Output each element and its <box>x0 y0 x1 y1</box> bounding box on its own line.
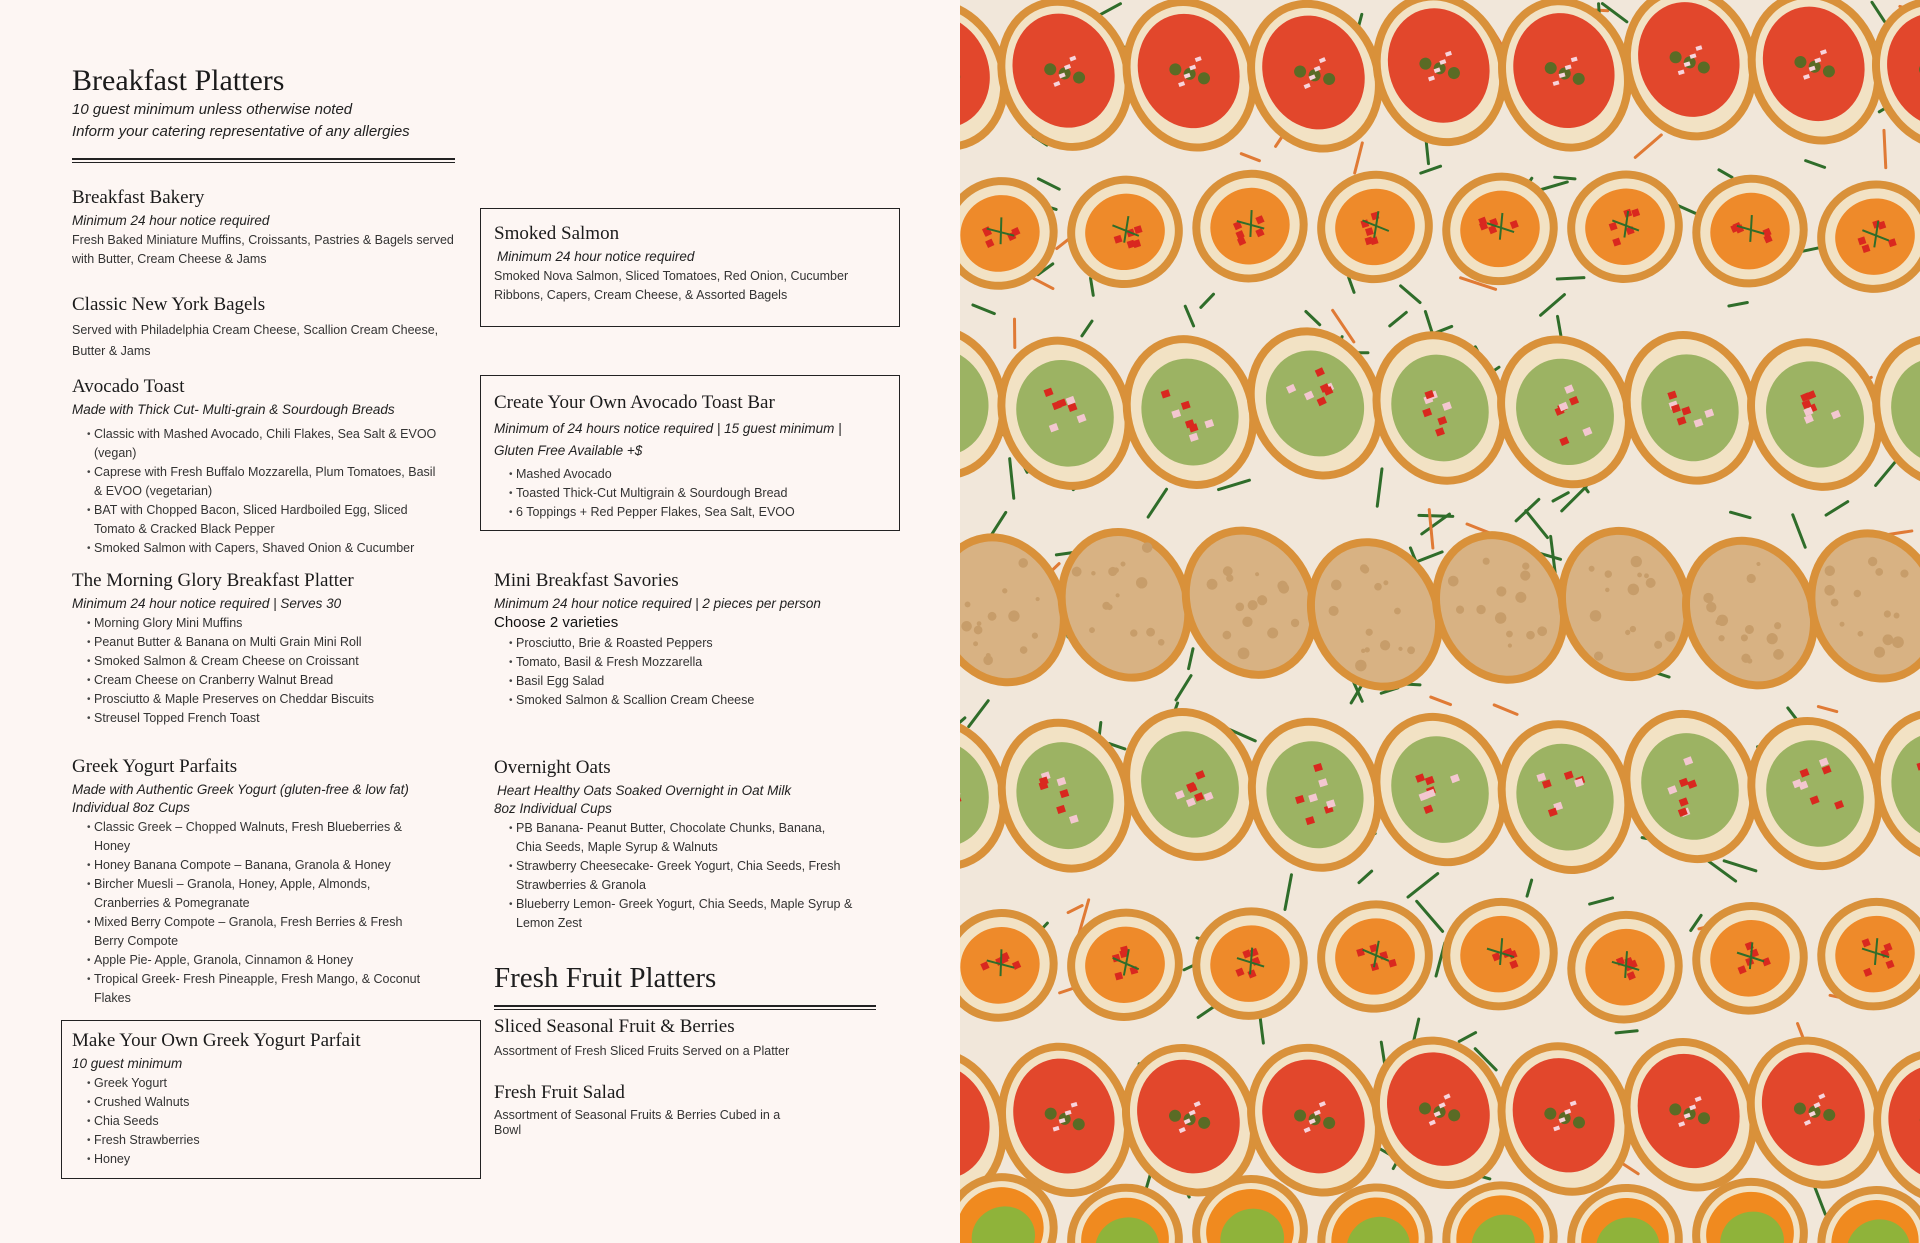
section-title: Smoked Salmon <box>494 223 620 244</box>
section-title: Overnight Oats <box>494 757 611 778</box>
item-list <box>72 425 442 558</box>
section-title: Mini Breakfast Savories <box>494 570 679 591</box>
section-note: Minimum 24 hour notice required | 2 pieces per person <box>494 596 821 611</box>
item-list <box>494 819 854 933</box>
list-item: • Prosciutto & Maple Preserves on Cheddar Biscuits <box>94 690 452 709</box>
list-item: • Caprese with Fresh Buffalo Mozzarella, Plum Tomatoes, Basil & EVOO (vegetarian) <box>94 463 442 501</box>
list-item: • Strawberry Cheesecake- Greek Yogurt, Chia Seeds, Fresh Strawberries & Granola <box>516 857 854 895</box>
list-item: • Apple Pie- Apple, Granola, Cinnamon & Honey <box>94 951 422 970</box>
food-photo <box>960 0 1920 1243</box>
section-note: Minimum 24 hour notice required | Serves 30 <box>72 596 342 611</box>
section-title: Create Your Own Avocado Toast Bar <box>494 392 775 413</box>
choose-note: Choose 2 varieties <box>494 614 619 631</box>
page-title: Breakfast Platters <box>72 64 285 97</box>
list-item: • PB Banana- Peanut Butter, Chocolate Chunks, Banana, Chia Seeds, Maple Syrup & Walnuts <box>516 819 854 857</box>
section-description: Smoked Nova Salmon, Sliced Tomatoes, Red Onion, Cucumber Ribbons, Capers, Cream Cheese, & Assorted Bagels <box>494 269 849 302</box>
section-subnote: 8oz Individual Cups <box>494 801 612 816</box>
list-item: • Classic Greek – Chopped Walnuts, Fresh Blueberries & Honey <box>94 818 422 856</box>
list-item: • Crushed Walnuts <box>94 1093 472 1112</box>
section-note: Made with Authentic Greek Yogurt (gluten-free & low fat) <box>72 782 409 797</box>
fruit-rule-thin <box>494 1009 876 1010</box>
section-fruit-salad <box>494 1082 804 1138</box>
list-item: • Mixed Berry Compote – Granola, Fresh Berries & Fresh Berry Compote <box>94 913 422 951</box>
section-title: The Morning Glory Breakfast Platter <box>72 570 354 591</box>
section-morning-glory <box>72 570 452 728</box>
section-note: 10 guest minimum <box>72 1056 183 1071</box>
list-item: • Toasted Thick-Cut Multigrain & Sourdough Bread <box>516 484 884 503</box>
list-item: • Classic with Mashed Avocado, Chili Flakes, Sea Salt & EVOO (vegan) <box>94 425 442 463</box>
section-title: Sliced Seasonal Fruit & Berries <box>494 1016 735 1037</box>
list-item: • Greek Yogurt <box>94 1074 472 1093</box>
crostini-platter-image <box>960 0 1920 1243</box>
section-mini-savories <box>494 570 894 710</box>
section-overnight-oats <box>494 757 854 933</box>
section-title: Make Your Own Greek Yogurt Parfait <box>72 1030 361 1051</box>
list-item: • Basil Egg Salad <box>516 672 894 691</box>
section-title: Breakfast Bakery <box>72 187 205 208</box>
section-note: Minimum 24 hour notice required <box>72 213 270 228</box>
section-title: Classic New York Bagels <box>72 294 266 315</box>
section-title: Greek Yogurt Parfaits <box>72 756 238 777</box>
list-item: • Chia Seeds <box>94 1112 472 1131</box>
section-note: Made with Thick Cut- Multi-grain & Sourdough Breads <box>72 402 395 417</box>
item-list <box>72 818 422 1008</box>
list-item: • Cream Cheese on Cranberry Walnut Bread <box>94 671 452 690</box>
section-description: Served with Philadelphia Cream Cheese, Scallion Cream Cheese, Butter & Jams <box>72 323 439 358</box>
item-list <box>72 1074 472 1169</box>
section-avocado-toast-bar <box>494 392 884 522</box>
list-item: • 6 Toppings + Red Pepper Flakes, Sea Salt, EVOO <box>516 503 884 522</box>
section-title: Avocado Toast <box>72 376 185 397</box>
list-item: • Blueberry Lemon- Greek Yogurt, Chia Seeds, Maple Syrup & Lemon Zest <box>516 895 854 933</box>
title-rule <box>72 158 455 160</box>
section-breakfast-bakery <box>72 187 472 269</box>
title-rule-thin <box>72 162 455 163</box>
list-item: • BAT with Chopped Bacon, Sliced Hardboiled Egg, Sliced Tomato & Cracked Black Pepper <box>94 501 442 539</box>
section-make-your-own-parfait <box>72 1030 472 1169</box>
section-description: Assortment of Fresh Sliced Fruits Served on a Platter <box>494 1044 790 1058</box>
list-item: • Honey Banana Compote – Banana, Granola & Honey <box>94 856 422 875</box>
guest-minimum-note: 10 guest minimum unless otherwise noted <box>72 101 353 118</box>
section-smoked-salmon <box>494 223 874 305</box>
list-item: • Streusel Topped French Toast <box>94 709 452 728</box>
fruit-heading: Fresh Fruit Platters <box>494 962 717 994</box>
section-note: Minimum of 24 hours notice required | 15 guest minimum | Gluten Free Available +$ <box>494 421 842 458</box>
list-item: • Honey <box>94 1150 472 1169</box>
item-list <box>72 614 452 728</box>
list-item: • Peanut Butter & Banana on Multi Grain Mini Roll <box>94 633 452 652</box>
allergy-note: Inform your catering representative of any allergies <box>72 123 410 140</box>
section-greek-yogurt <box>72 756 422 1008</box>
section-note: Minimum 24 hour notice required <box>497 249 695 264</box>
section-sliced-fruit <box>494 1016 874 1061</box>
item-list <box>494 465 884 522</box>
list-item: • Tropical Greek- Fresh Pineapple, Fresh Mango, & Coconut Flakes <box>94 970 422 1008</box>
section-description: Fresh Baked Miniature Muffins, Croissants, Pastries & Bagels served with Butter, Cream Cheese & Jams <box>72 233 454 266</box>
section-subnote: Individual 8oz Cups <box>72 800 190 815</box>
section-description: Assortment of Seasonal Fruits & Berries Cubed in a Bowl <box>494 1108 781 1137</box>
list-item: • Smoked Salmon & Scallion Cream Cheese <box>516 691 894 710</box>
list-item: • Mashed Avocado <box>516 465 884 484</box>
section-title: Fresh Fruit Salad <box>494 1082 625 1103</box>
list-item: • Tomato, Basil & Fresh Mozzarella <box>516 653 894 672</box>
list-item: • Smoked Salmon & Cream Cheese on Croissant <box>94 652 452 671</box>
list-item: • Prosciutto, Brie & Roasted Peppers <box>516 634 894 653</box>
section-note: Heart Healthy Oats Soaked Overnight in Oat Milk <box>497 783 792 798</box>
section-avocado-toast <box>72 376 442 558</box>
list-item: • Fresh Strawberries <box>94 1131 472 1150</box>
list-item: • Morning Glory Mini Muffins <box>94 614 452 633</box>
fruit-rule <box>494 1005 876 1007</box>
list-item: • Smoked Salmon with Capers, Shaved Onion & Cucumber <box>94 539 442 558</box>
section-classic-bagels <box>72 294 472 362</box>
list-item: • Bircher Muesli – Granola, Honey, Apple, Almonds, Cranberries & Pomegranate <box>94 875 422 913</box>
item-list <box>494 634 894 710</box>
